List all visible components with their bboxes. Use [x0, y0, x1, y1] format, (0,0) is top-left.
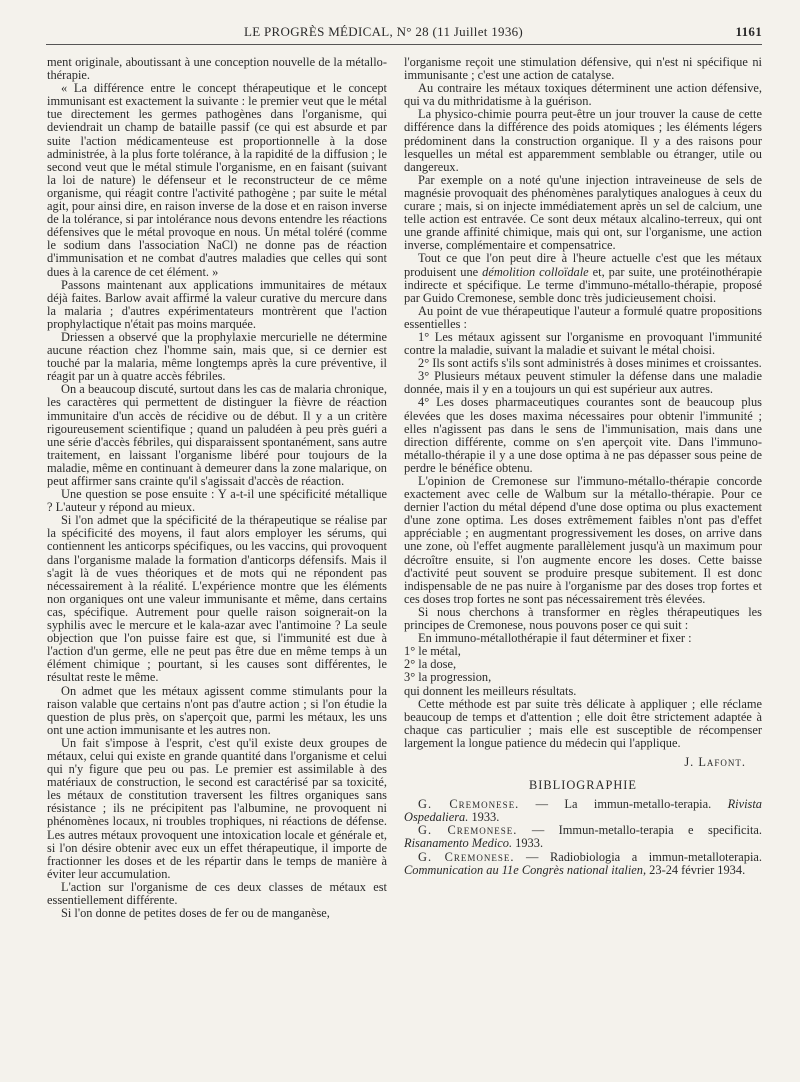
paragraph: qui donnent les meilleurs résultats. [404, 683, 577, 698]
ref-year: 1933. [512, 836, 544, 851]
ref-title: — Radiobiologia a immun-metalloterapia. [514, 849, 762, 864]
text-run: et, par suite, une protéinothérapie indirecte et spécifique. Le terme d'immuno-métallo-thérapie, proposé par Guido Cremonese, semble donc très judicieusement choisi. [404, 264, 762, 305]
text-run: Tout ce que l'on peut dire à l'heure actuelle c'est que les métaux produisent une [404, 251, 762, 279]
list-item: 2° la dose, [404, 657, 457, 672]
proposition-item: 4° Les doses pharmaceutiques courantes sont de beaucoup plus élevées que les doses maxima nécessaires pour obtenir l'immunité ; elles n'agissent pas dans le sens de l'immunisation, mais dans une direction différente, comme on s'en aperçoit vite. Dans l'immuno-métallo-thérapie il y a une dose optima à ne pas dépasser sous peine de perdre le bénéfice obtenu. [404, 395, 762, 475]
page-number: 1161 [735, 24, 762, 39]
paragraph: Un fait s'impose à l'esprit, c'est qu'il existe deux groupes de métaux, celui qui existe en grande quantité dans l'organisme et celui qui n'y figure que peu ou pas. Le premier est assimilable à des matériaux de construction, le second est caractérisé par sa toxicité, les métaux de constitution traversent les filtres organiques sans résistance ; ils ne précipitent pas l'albumine, ne provoquent ni phénomènes locaux, ni troubles trophiques, ni réactions de défense. Les autres métaux provoquent une intoxication locale et générale et, si l'on désire obtenir avec eux un effet thérapeutique, il importe de fractionner les doses et de les répartir dans le temps de manière à éviter leur accumulation. [47, 735, 387, 881]
paragraph: l'organisme reçoit une stimulation défensive, qui n'est ni spécifique ni immunisante ; c'est une action de catalyse. [404, 55, 762, 83]
ref-source: Risanamento Medico. [404, 836, 513, 851]
paragraph: Par exemple on a noté qu'une injection intraveineuse de sels de magnésie provoquait des phénomènes paralytiques analogues à ceux du curare ; mais, si on injecte immédiatement après un sel de calcium, une telle action est entravée. Ce sont deux métaux alcalino-terreux, qui ont une grande affinité chimique, mais qui ont, sur l'organisme, une action inverse, complémentaire et compensatrice. [404, 172, 762, 253]
ref-author: G. Cremonese. [418, 849, 515, 864]
paragraph: Si nous cherchons à transformer en règles thérapeutiques les principes de Cremonese, nous pouvons poser ce qui suit : [404, 604, 762, 633]
ref-year: 23-24 février 1934. [646, 862, 746, 877]
paragraph: On admet que les métaux agissent comme stimulants pour la raison valable que certains n'ont pas d'autre action ; si l'on étudie la question de plus près, on s'aperçoit que, parmi les métaux, les uns ont une action immunisante et les autres non. [47, 683, 387, 737]
paragraph: L'opinion de Cremonese sur l'immuno-métallo-thérapie concorde exactement avec celle de Walbum sur la métallo-thérapie. Pour ce dernier l'action du métal dépend d'une dose optima ou plus exactement d'une zone optima. Les doses extrêmement faibles n'ont pas d'effet appréciable ; en augmentant progressivement les doses, on arrive dans une zone, où l'effet augmente parallèlement jusqu'à un maximum pour décroître ensuite, si l'on augmente encore les doses. Cette baisse d'activité peut souvent se produire presque subitement. Il est donc indispensable de ne pas nuire à l'organisme par des doses trop fortes et ces doses trop fortes ne sont pas nécessairement très élevées. [404, 474, 762, 606]
paragraph [404, 252, 762, 304]
paragraph: En immuno-métallothérapie il faut déterminer et fixer : [418, 631, 692, 646]
paragraph: Si l'on donne de petites doses de fer ou de manganèse, [61, 906, 330, 921]
list-item: 1° le métal, [404, 644, 461, 659]
ref-source: Communication au 11e Congrès national italien, [404, 862, 647, 877]
ref-year: 1933. [468, 810, 500, 825]
proposition-item: 1° Les métaux agissent sur l'organisme en provoquant l'immunité contre la maladie, suivant la maladie et suivant le métal choisi. [404, 329, 762, 358]
paragraph: On a beaucoup discuté, surtout dans les cas de malaria chronique, les caractères qui permettent de distinguer la fièvre de réaction immunitaire d'un accès de récidive ou de début. Il y a un critère rigoureusement scientifique ; quand un paludéen à peu près guéri a une série d'accès fébriles, qui disparaissent spontanément, sans autre traitement, en laissant l'organisme libéré pour toujours de la maladie, même en continuant à demeurer dans la zone malarique, on peut affirmer sans crainte qu'il s'agissait d'accès de réaction. [47, 382, 387, 488]
ref-source: Rivista Ospedaliera. [404, 797, 762, 825]
italic-term: démolition colloïdale [482, 264, 589, 279]
ref-author: G. Cremonese. [418, 823, 518, 838]
paragraph: ment originale, aboutissant à une conception nouvelle de la métallo-thérapie. [47, 55, 387, 83]
paragraph: L'action sur l'organisme de ces deux classes de métaux est essentiellement différente. [47, 879, 387, 907]
paragraph: Driessen a observé que la prophylaxie mercurielle ne détermine aucune réaction chez l'homme sain, mais que, si ce dernier est touché par la malaria, même longtemps après la cure préventive, il réagit par un à quatre accès fébriles. [47, 329, 387, 384]
ref-author: G. Cremonese. [418, 797, 520, 812]
paragraph: Si l'on admet que la spécificité de la thérapeutique se réalise par la spécificité des moyens, il faut alors employer les sérums, qui contiennent les anticorps spécifiques, ou les vaccins, qui provoquent dans l'organisme malade la formation d'anticorps défensifs. Mais il s'agit là de vues théoriques et de mots qui ne répondent pas nécessairement à la réalité. L'expérience montre que les éléments non organiques ont une valeur immunisante et même, dans certains cas, spécifique. Autrement pour quelle raison soignerait-on la syphilis avec le mercure et le kala-azar avec l'antimoine ? La seule objection que l'on puisse faire est que, si l'immunité est due à l'action d'un germe, elle ne peut pas être due en même temps à un élément chimique ; pourtant, si les causes sont différentes, le résultat reste le même. [47, 513, 387, 685]
bibliography-heading: BIBLIOGRAPHIE [529, 778, 637, 793]
right-column [404, 56, 762, 877]
left-column [47, 56, 387, 920]
ref-title: — La immun-metallo-terapia. [519, 797, 728, 812]
list-item: 3° la progression, [404, 670, 492, 685]
bibliography-entry [404, 798, 762, 824]
paragraph: Au contraire les métaux toxiques déterminent une action défensive, qui va du mithridatisme à la guérison. [404, 81, 762, 109]
paragraph: La physico-chimie pourra peut-être un jour trouver la cause de cette différence dans la différence des poids atomiques ; les éléments légers prédominent dans la construction organique. Il y a des raisons pour lesquelles un métal est apparemment semblable ou étranger, utile ou dangereux. [404, 107, 762, 174]
running-header [46, 24, 762, 44]
ref-title: — Immun-metallo-terapia e specificita. [517, 823, 763, 838]
paragraph: Au point de vue thérapeutique l'auteur a formulé quatre propositions essentielles : [404, 303, 762, 331]
proposition-item: 2° Ils sont actifs s'ils sont administrés à doses minimes et croissantes. [418, 356, 762, 371]
paragraph: Cette méthode est par suite très délicate à appliquer ; elle réclame beaucoup de temps et d'attention ; elle doit être strictement adaptée à chaque cas particulier ; mais elle est susceptible de récompenser largement la longue patience du médecin qui l'applique. [404, 696, 762, 750]
bibliography-entry [404, 824, 762, 850]
author-signature: J. Lafont. [684, 754, 746, 769]
header-rule [46, 44, 762, 45]
paragraph: Une question se pose ensuite : Y a-t-il une spécificité métallique ? L'auteur y répond au mieux. [47, 487, 387, 515]
proposition-item: 3° Plusieurs métaux peuvent stimuler la défense dans une maladie donnée, mais il y en a toujours un qui est supérieur aux autres. [404, 369, 762, 397]
bibliography-entry [404, 851, 762, 877]
paragraph: Passons maintenant aux applications immunitaires de métaux déjà faites. Barlow avait affirmé la valeur curative du mercure dans la malaria ; d'autres expérimentateurs montrèrent que l'action prophylactique n'était pas moins marquée. [47, 277, 387, 331]
paragraph: « La différence entre le concept thérapeutique et le concept immunisant est exactement la suivante : le premier veut que le métal tue directement les germes pathogènes dans l'organisme, qui deviendrait un champ de bataille passif (ce qui est absurde et par suite l'action médicamenteuse est proportionnelle à la dose administrée, à la plus forte tolérance, à la rapidité de la diffusion ; le second veut que le métal stimule l'organisme, en en faisant (suivant la loi de nature) le défenseur et le reconstructeur de ce même organisme, qui réagit contre l'activité pathogène ; par suite le métal agit, pour ainsi dire, en raison inverse de la dose et en raison inverse de la tolérance, si par intolérance nous devons entendre les réactions défensives que le métal provoque en nous. Un métal toléré (comme le sodium dans l'association NaCl) ne donne pas de réaction d'immunisation et ne combat d'autres maladies que celles qui sont dues à la carence de cet élément. » [47, 81, 387, 279]
journal-title: LE PROGRÈS MÉDICAL, N° 28 (11 Juillet 1936) [244, 24, 524, 39]
